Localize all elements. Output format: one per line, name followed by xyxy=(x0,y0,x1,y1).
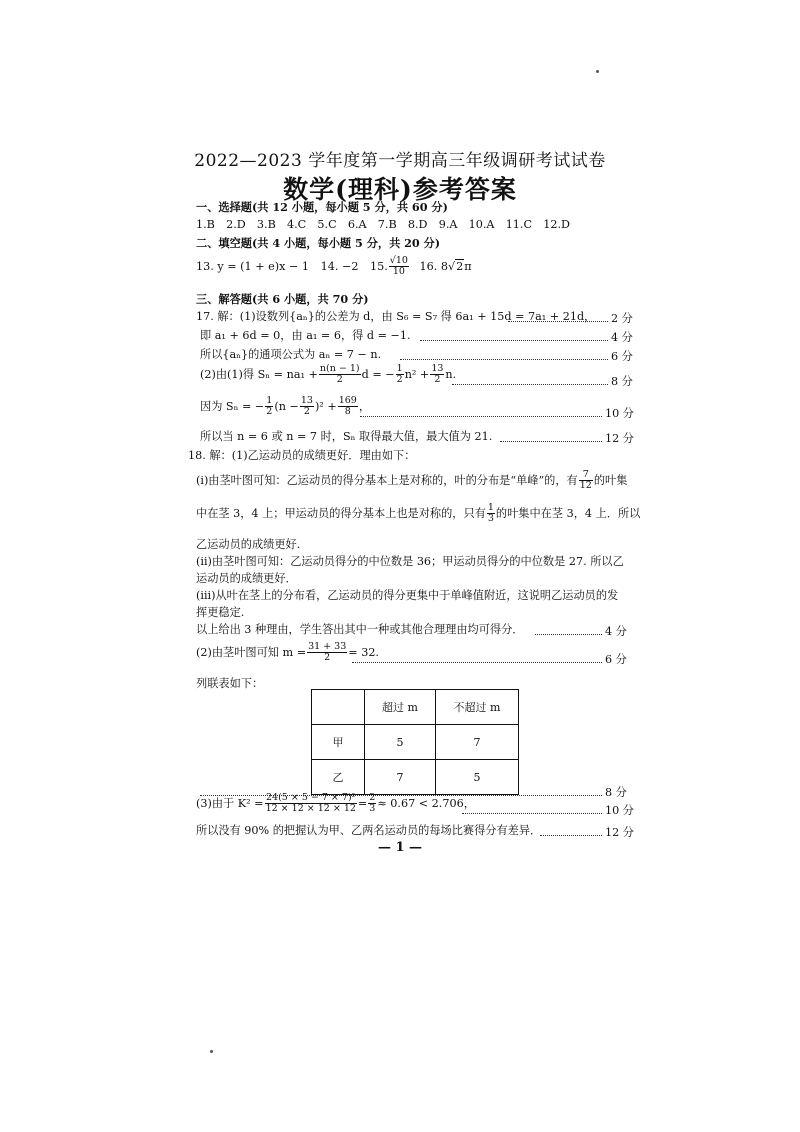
dot-leader xyxy=(352,662,602,663)
dot-leader xyxy=(508,321,608,322)
table-cell: 5 xyxy=(365,725,436,760)
table-cell: 甲 xyxy=(312,725,365,760)
q18-line2: (ⅰ)由茎叶图可知：乙运动员的得分基本上是对称的，叶的分布是“单峰”的，有 $\frac{7}{12}$ 的叶集 xyxy=(196,469,628,492)
score-mark: 4 分 xyxy=(611,331,633,344)
scan-speck xyxy=(596,70,599,73)
table-header-row xyxy=(312,690,519,725)
q18-line5: (ⅱ)由茎叶图可知：乙运动员得分的中位数是 36；甲运动员得分的中位数是 27. 所以乙 xyxy=(196,555,624,568)
score-mark: 4 分 xyxy=(605,625,627,638)
table-row xyxy=(312,760,519,795)
q17-line3: 所以{aₙ}的通项公式为 aₙ = 7 − n. xyxy=(200,348,382,361)
section2-heading: 二、填空题(共 4 小题，每小题 5 分，共 20 分) xyxy=(196,236,441,250)
table-cell: 乙 xyxy=(312,760,365,795)
score-mark: 12 分 xyxy=(605,432,634,445)
exam-title: 2022—2023 学年度第一学期高三年级调研考试试卷 xyxy=(194,151,606,171)
q18-line6: 运动员的成绩更好． xyxy=(196,572,297,585)
contingency-table xyxy=(311,689,519,795)
fill-in-answers xyxy=(196,256,472,278)
q18-line9: 以上给出 3 种理由，学生答出其中一种或其他合理理由均可得分． xyxy=(196,623,524,636)
dot-leader xyxy=(500,441,602,442)
table-cell: 5 xyxy=(436,760,519,795)
dot-leader xyxy=(462,813,602,814)
q18-line8: 挥更稳定. xyxy=(196,606,245,619)
q17-line1: 17. 解：(1)设数列{aₙ}的公差为 d，由 S₆ = S₇ 得 6a₁ + 15d = 7a₁ + 21d， xyxy=(196,310,596,323)
score-mark: 6 分 xyxy=(605,653,627,666)
score-mark: 2 分 xyxy=(611,312,633,325)
dot-leader xyxy=(535,634,602,635)
q17-line2: 即 a₁ + 6d = 0，由 a₁ = 6，得 d = −1. xyxy=(200,329,411,342)
table-header-cell: 不超过 m xyxy=(436,690,519,725)
dot-leader xyxy=(452,384,608,385)
q18-line3: 中在茎 3，4 上；甲运动员的得分基本上也是对称的，只有 $\frac{1}{3}$ 的叶集中在茎 3，4 上．所以 xyxy=(196,502,641,525)
scan-speck xyxy=(210,1050,213,1053)
answer-15-fraction: $\frac{√10}{10}$ xyxy=(389,255,408,278)
dot-leader xyxy=(360,416,602,417)
score-mark: 10 分 xyxy=(605,804,634,817)
score-mark: 8 分 xyxy=(605,786,627,799)
q18-line10: (2)由茎叶图可知 m = $\frac{31 + 33}{2}$ = 32. xyxy=(196,641,379,664)
q17-line4: (2)由(1)得 Sₙ = na₁ + $\frac{n(n - 1)}{2}$ d = − $\frac{1}{2}$ n² + $\frac{13}{2}$ n. xyxy=(200,363,457,386)
score-mark: 8 分 xyxy=(611,375,633,388)
choice-answers: 1.B 2.D 3.B 4.C 5.C 6.A 7.B 8.D 9.A 10.A 11.C 12.D xyxy=(196,218,570,231)
dot-leader xyxy=(540,835,602,836)
q18-line11: 列联表如下： xyxy=(196,677,264,690)
q18-line1: 18. 解：(1)乙运动员的成绩更好．理由如下： xyxy=(188,449,416,462)
table-header-cell: 超过 m xyxy=(365,690,436,725)
q17-line5: 因为 Sₙ = − $\frac{1}{2}$ (n − $\frac{13}{2}$ )² + $\frac{169}{8}$ ， xyxy=(200,395,371,418)
table-cell: 7 xyxy=(436,725,519,760)
dot-leader xyxy=(420,340,608,341)
page-number: — 1 — xyxy=(377,840,423,855)
dot-leader xyxy=(400,359,608,360)
q18-line14: 所以没有 90% 的把握认为甲、乙两名运动员的每场比赛得分有差异． xyxy=(196,824,542,837)
answer-13: 13. y = (1 + e)x − 1 xyxy=(196,259,310,273)
answer-key-title: 数学(理科)参考答案 xyxy=(283,175,517,204)
table-header-cell xyxy=(312,690,365,725)
score-mark: 6 分 xyxy=(611,350,633,363)
answer-14: 14. −2 xyxy=(320,259,359,273)
section3-heading: 三、解答题(共 6 小题，共 70 分) xyxy=(196,292,369,306)
answer-15-label: 15. xyxy=(370,259,388,273)
score-mark: 10 分 xyxy=(605,407,634,420)
answer-16: 16. 8√2π xyxy=(419,259,472,273)
table-row xyxy=(312,725,519,760)
section1-heading: 一、选择题(共 12 小题，每小题 5 分，共 60 分) xyxy=(196,200,448,214)
q18-line7: (ⅲ)从叶在茎上的分布看，乙运动员的得分更集中于单峰值附近，这说明乙运动员的发 xyxy=(196,589,619,602)
q18-line4: 乙运动员的成绩更好. xyxy=(196,538,301,551)
q17-line6: 所以当 n = 6 或 n = 7 时，Sₙ 取得最大值，最大值为 21. xyxy=(200,430,493,443)
q18-line13: (3)由于 K² = $\frac{\text{24(5 × 5 − 7 × 7)²}}{12 \times 12 \times 12 \times 12}$ = $\frac{2}{3}$ ≈ 0.67 < 2.706， xyxy=(196,792,475,815)
score-mark: 12 分 xyxy=(605,826,634,839)
table-cell: 7 xyxy=(365,760,436,795)
